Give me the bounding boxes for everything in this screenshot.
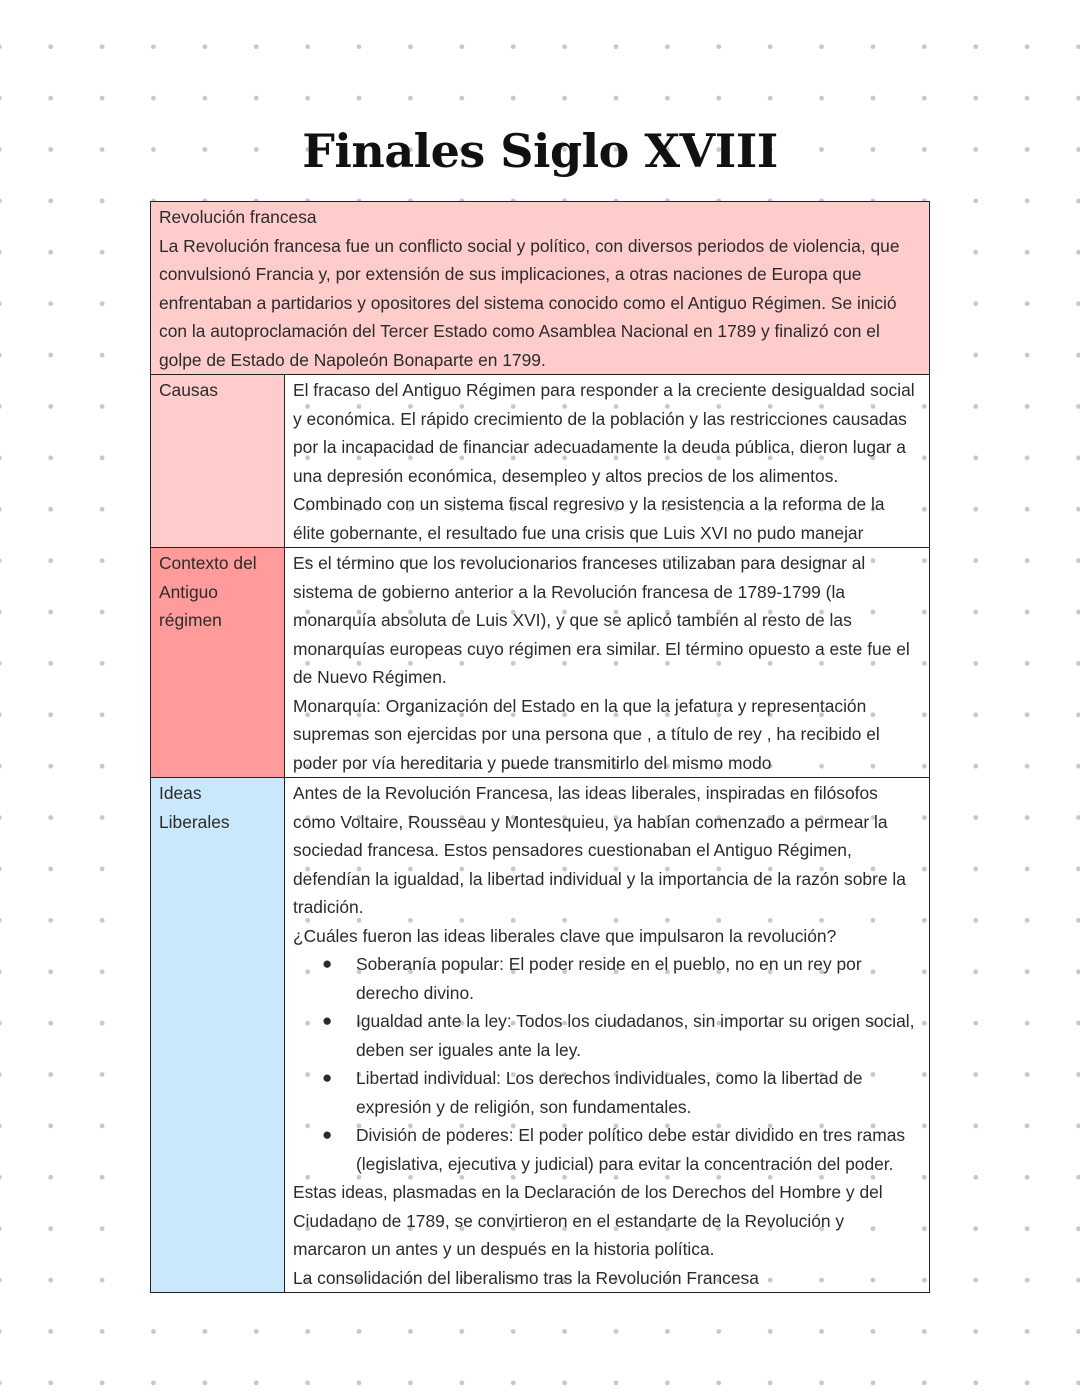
list-item (322, 950, 921, 1007)
bullet-icon: ● (322, 954, 333, 973)
bullet-text: Libertad individual: Los derechos individuales, como la libertad de expresión y de religión, son fundamentales. (356, 1068, 863, 1117)
ideas-question: ¿Cuáles fueron las ideas liberales clave que impulsaron la revolución? (293, 925, 837, 946)
intro-heading: Revolución francesa (159, 207, 317, 227)
monarquia-paragraph: Monarquía: Organización del Estado en la que la jefatura y representación supremas son ejercidas por una persona que , a título de rey , ha recibido el poder por vía hereditaria y puede transmitirlo del mismo modo (293, 695, 880, 773)
list-item (322, 1064, 921, 1121)
row-text-causas: El fracaso del Antiguo Régimen para responder a la creciente desigualdad social y económica. El rápido crecimiento de la población y las restricciones causadas por la incapacidad de financiar adecuadamente la deuda pública, dieron lugar a una depresión económica, desempleo y altos precios de los alimentos. Combinado con un sistema fiscal regresivo y la resistencia a la reforma de la élite gobernante, el resultado fue una crisis que Luis XVI no pudo manejar (285, 375, 930, 548)
row-label-contexto: Contexto del Antiguo régimen (151, 548, 285, 778)
notes-table (150, 201, 930, 1293)
bullet-icon: ● (322, 1068, 333, 1087)
table-row-causas (151, 375, 930, 548)
bullet-text: División de poderes: El poder político debe estar dividido en tres ramas (legislativa, ejecutiva y judicial) para evitar la concentración del poder. (356, 1125, 906, 1174)
ideas-closing: Estas ideas, plasmadas en la Declaración de los Derechos del Hombre y del Ciudadano de 1789, se convirtieron en el estandarte de la Revolución y marcaron un antes y un después en la historia política. (293, 1182, 883, 1259)
intro-cell (151, 202, 930, 375)
ideas-bullet-list (293, 950, 921, 1178)
bullet-text: Igualdad ante la ley: Todos los ciudadanos, sin importar su origen social, deben ser iguales ante la ley. (356, 1011, 915, 1060)
bullet-text: Soberanía popular: El poder reside en el pueblo, no en un rey por derecho divino. (356, 954, 862, 1003)
row-label-causas: Causas (151, 375, 285, 548)
table-row-ideas (151, 778, 930, 1293)
row-text-contexto (285, 548, 930, 778)
row-label-ideas: Ideas Liberales (151, 778, 285, 1293)
bullet-icon: ● (322, 1125, 333, 1144)
page-title: Finales Siglo XVIII (302, 124, 778, 178)
contexto-paragraph: Es el término que los revolucionarios franceses utilizaban para designar al sistema de gobierno anterior a la Revolución francesa de 1789-1799 (la monarquía absoluta de Luis XVI), y que se aplicó también al resto de las monarquías europeas cuyo régimen era similar. El término opuesto a este fue el de Nuevo Régimen. (293, 553, 910, 687)
intro-text: La Revolución francesa fue un conflicto social y político, con diversos periodos de violencia, que convulsionó Francia y, por extensión de sus implicaciones, a otras naciones de Europa que enfrentaban a partidarios y opositores del sistema conocido como el Antiguo Régimen. Se inició con la autoproclamación del Tercer Estado como Asamblea Nacional en 1789 y finalizó con el golpe de Estado de Napoleón Bonaparte en 1799. (159, 235, 900, 370)
table-row-intro (151, 202, 930, 375)
ideas-paragraph: Antes de la Revolución Francesa, las ideas liberales, inspiradas en filósofos como Voltaire, Rousseau y Montesquieu, ya habían comenzado a permear la sociedad francesa. Estos pensadores cuestionaban el Antiguo Régimen, defendían la igualdad, la libertad individual y la importancia de la razón sobre la tradición. (293, 783, 906, 917)
table-row-contexto (151, 548, 930, 778)
list-item (322, 1121, 921, 1178)
row-text-ideas (285, 778, 930, 1293)
bullet-icon: ● (322, 1011, 333, 1030)
list-item (322, 1007, 921, 1064)
ideas-final-line: La consolidación del liberalismo tras la Revolución Francesa (293, 1267, 759, 1288)
